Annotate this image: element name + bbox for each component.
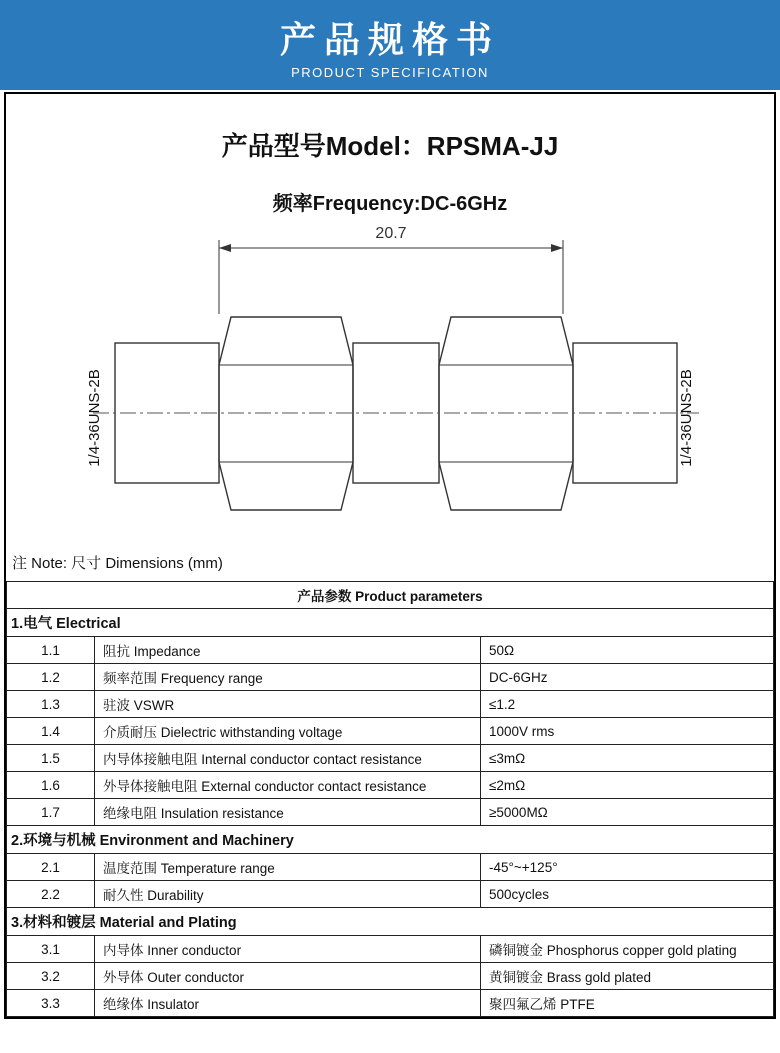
row-name: 绝缘体 Insulator [95,990,481,1017]
table-row [7,881,774,908]
parameters-table [6,581,774,1017]
page-header [0,0,780,90]
row-name: 绝缘电阻 Insulation resistance [95,799,481,826]
table-row [7,936,774,963]
row-name: 内导体 Inner conductor [95,936,481,963]
row-name: 外导体接触电阻 External conductor contact resistance [95,772,481,799]
row-name: 耐久性 Durability [95,881,481,908]
row-name: 介质耐压 Dielectric withstanding voltage [95,718,481,745]
table-row [7,745,774,772]
technical-drawing [7,220,773,550]
table-row [7,718,774,745]
table-row [7,854,774,881]
dimension-label: 20.7 [375,225,407,242]
row-value: 50Ω [481,637,774,664]
table-row [7,963,774,990]
row-no: 3.1 [7,936,95,963]
page-subtitle: PRODUCT SPECIFICATION [291,65,489,80]
section-row-environment [7,826,774,854]
row-value: 500cycles [481,881,774,908]
dimension-arrow-right [551,244,563,252]
row-value: -45°~+125° [481,854,774,881]
row-no: 1.4 [7,718,95,745]
row-no: 1.3 [7,691,95,718]
row-no: 1.7 [7,799,95,826]
row-value: ≤1.2 [481,691,774,718]
table-row [7,799,774,826]
thread-label-right: 1/4-36UNS-2B [678,369,695,467]
section-heading: 3.材料和镀层 Material and Plating [7,908,774,936]
row-name: 驻波 VSWR [95,691,481,718]
thread-label-left: 1/4-36UNS-2B [86,369,103,467]
row-value: 1000V rms [481,718,774,745]
frequency-line: 频率Frequency:DC-6GHz [272,193,508,215]
parameters-title: 产品参数 Product parameters [7,582,774,609]
row-name: 阻抗 Impedance [95,637,481,664]
row-name: 温度范围 Temperature range [95,854,481,881]
section-heading: 1.电气 Electrical [7,609,774,637]
table-row [7,664,774,691]
row-value: ≤3mΩ [481,745,774,772]
row-value: DC-6GHz [481,664,774,691]
row-name: 内导体接触电阻 Internal conductor contact resistance [95,745,481,772]
page-title: 产品规格书 [279,19,500,60]
row-no: 1.5 [7,745,95,772]
spec-sheet [4,92,776,1019]
row-name: 频率范围 Frequency range [95,664,481,691]
section-row-electrical [7,609,774,637]
model-line: 产品型号Model：RPSMA-JJ [221,131,559,161]
row-no: 2.2 [7,881,95,908]
row-value: ≥5000MΩ [481,799,774,826]
row-no: 1.6 [7,772,95,799]
table-title-row [7,582,774,609]
table-row [7,691,774,718]
dimensions-note: 注 Note: 尺寸 Dimensions (mm) [12,555,223,572]
row-value: 聚四氟乙烯 PTFE [481,990,774,1017]
row-value: 黄铜镀金 Brass gold plated [481,963,774,990]
section-heading: 2.环境与机械 Environment and Machinery [7,826,774,854]
row-no: 2.1 [7,854,95,881]
row-value: 磷铜镀金 Phosphorus copper gold plating [481,936,774,963]
table-row [7,637,774,664]
row-value: ≤2mΩ [481,772,774,799]
table-row [7,990,774,1017]
dimension-arrow-left [219,244,231,252]
table-row [7,772,774,799]
row-no: 3.2 [7,963,95,990]
row-no: 3.3 [7,990,95,1017]
row-name: 外导体 Outer conductor [95,963,481,990]
section-row-material [7,908,774,936]
row-no: 1.1 [7,637,95,664]
row-no: 1.2 [7,664,95,691]
